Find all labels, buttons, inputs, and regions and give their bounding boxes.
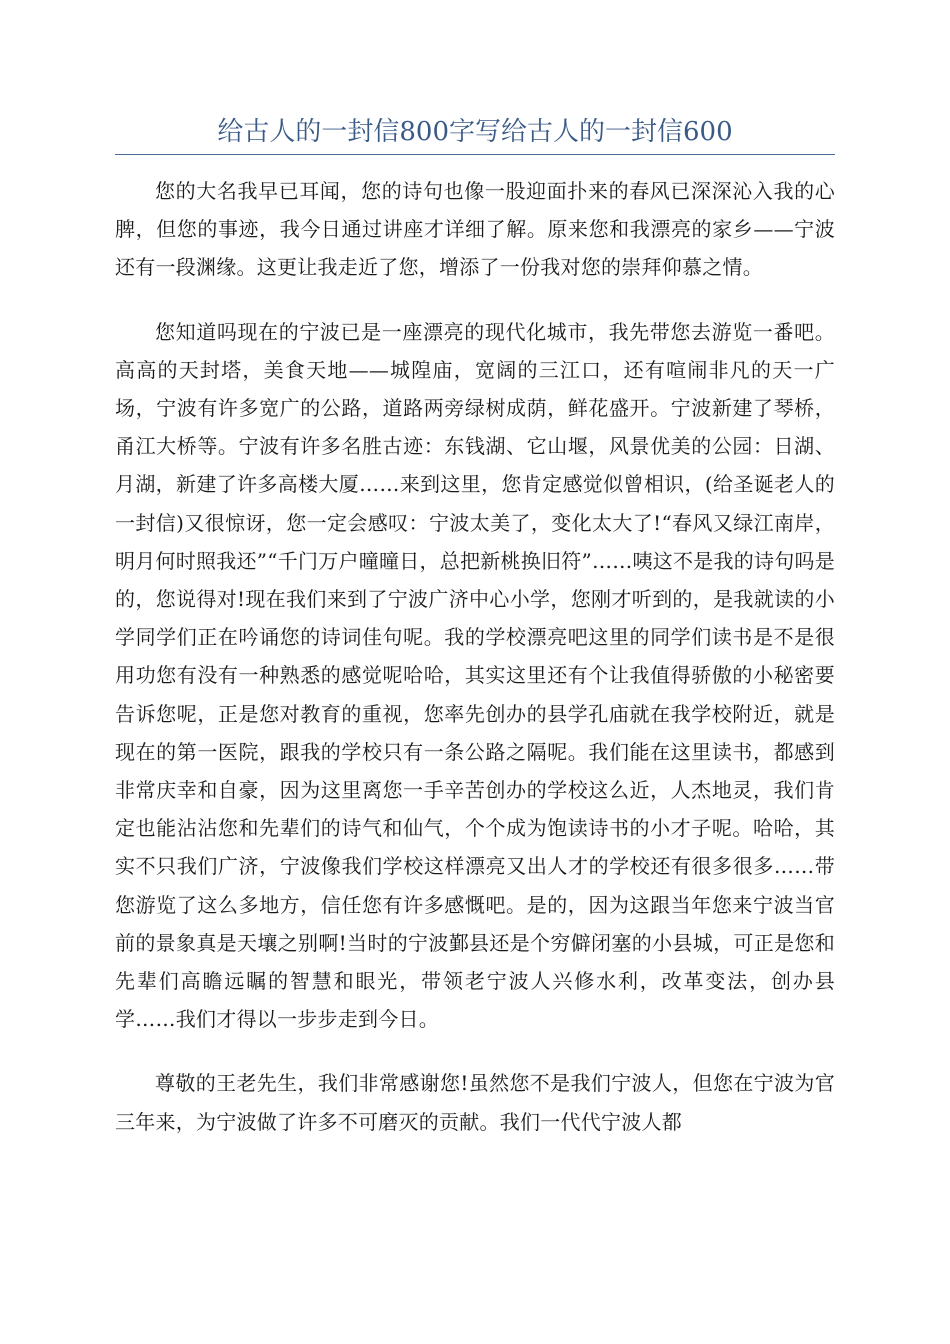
paragraph-3: 尊敬的王老先生，我们非常感谢您!虽然您不是我们宁波人，但您在宁波为官三年来，为宁波做了许多不可磨灭的贡献。我们一代代宁波人都 [115, 1071, 835, 1134]
paragraph-1: 您的大名我早已耳闻，您的诗句也像一股迎面扑来的春风已深深沁入我的心脾，但您的事迹，我今日通过讲座才详细了解。原来您和我漂亮的家乡——宁波还有一段渊缘。这更让我走近了您，增添了一份我对您的崇拜仰慕之情。 [115, 179, 835, 280]
paragraph-2: 您知道吗现在的宁波已是一座漂亮的现代化城市，我先带您去游览一番吧。高高的天封塔，美食天地——城隍庙，宽阔的三江口，还有喧闹非凡的天一广场，宁波有许多宽广的公路，道路两旁绿树成荫，鲜花盛开。宁波新建了琴桥，甬江大桥等。宁波有许多名胜古迹：东钱湖、它山堰，风景优美的公园：日湖、月湖，新建了许多高楼大厦……来到这里，您肯定感觉似曾相识，(给圣诞老人的一封信)又很惊讶，您一定会感叹：宁波太美了，变化太大了!“春风又绿江南岸，明月何时照我还”“千门万户曈曈日，总把新桃换旧符”……咦这不是我的诗句吗是的，您说得对!现在我们来到了宁波广济中心小学，您刚才听到的，是我就读的小学同学们正在吟诵您的诗词佳句呢。我的学校漂亮吧这里的同学们读书是不是很用功您有没有一种熟悉的感觉呢哈哈，其实这里还有个让我值得骄傲的小秘密要告诉您呢，正是您对教育的重视，您率先创办的县学孔庙就在我学校附近，就是现在的第一医院，跟我的学校只有一条公路之隔呢。我们能在这里读书，都感到非常庆幸和自豪，因为这里离您一手辛苦创办的学校这么近，人杰地灵，我们肯定也能沾沾您和先辈们的诗气和仙气，个个成为饱读诗书的小才子呢。哈哈，其实不只我们广济，宁波像我们学校这样漂亮又出人才的学校还有很多很多……带您游览了这么多地方，信任您有许多感慨吧。是的，因为这跟当年您来宁波当官前的景象真是天壤之别啊!当时的宁波鄞县还是个穷僻闭塞的小县城，可正是您和先辈们高瞻远瞩的智慧和眼光，带领老宁波人兴修水利，改革变法，创办县学……我们才得以一步步走到今日。 [115, 319, 835, 1032]
title-underline [115, 154, 835, 155]
page-title: 给古人的一封信800字写给古人的一封信600 [217, 117, 733, 147]
document-body [115, 172, 835, 1167]
